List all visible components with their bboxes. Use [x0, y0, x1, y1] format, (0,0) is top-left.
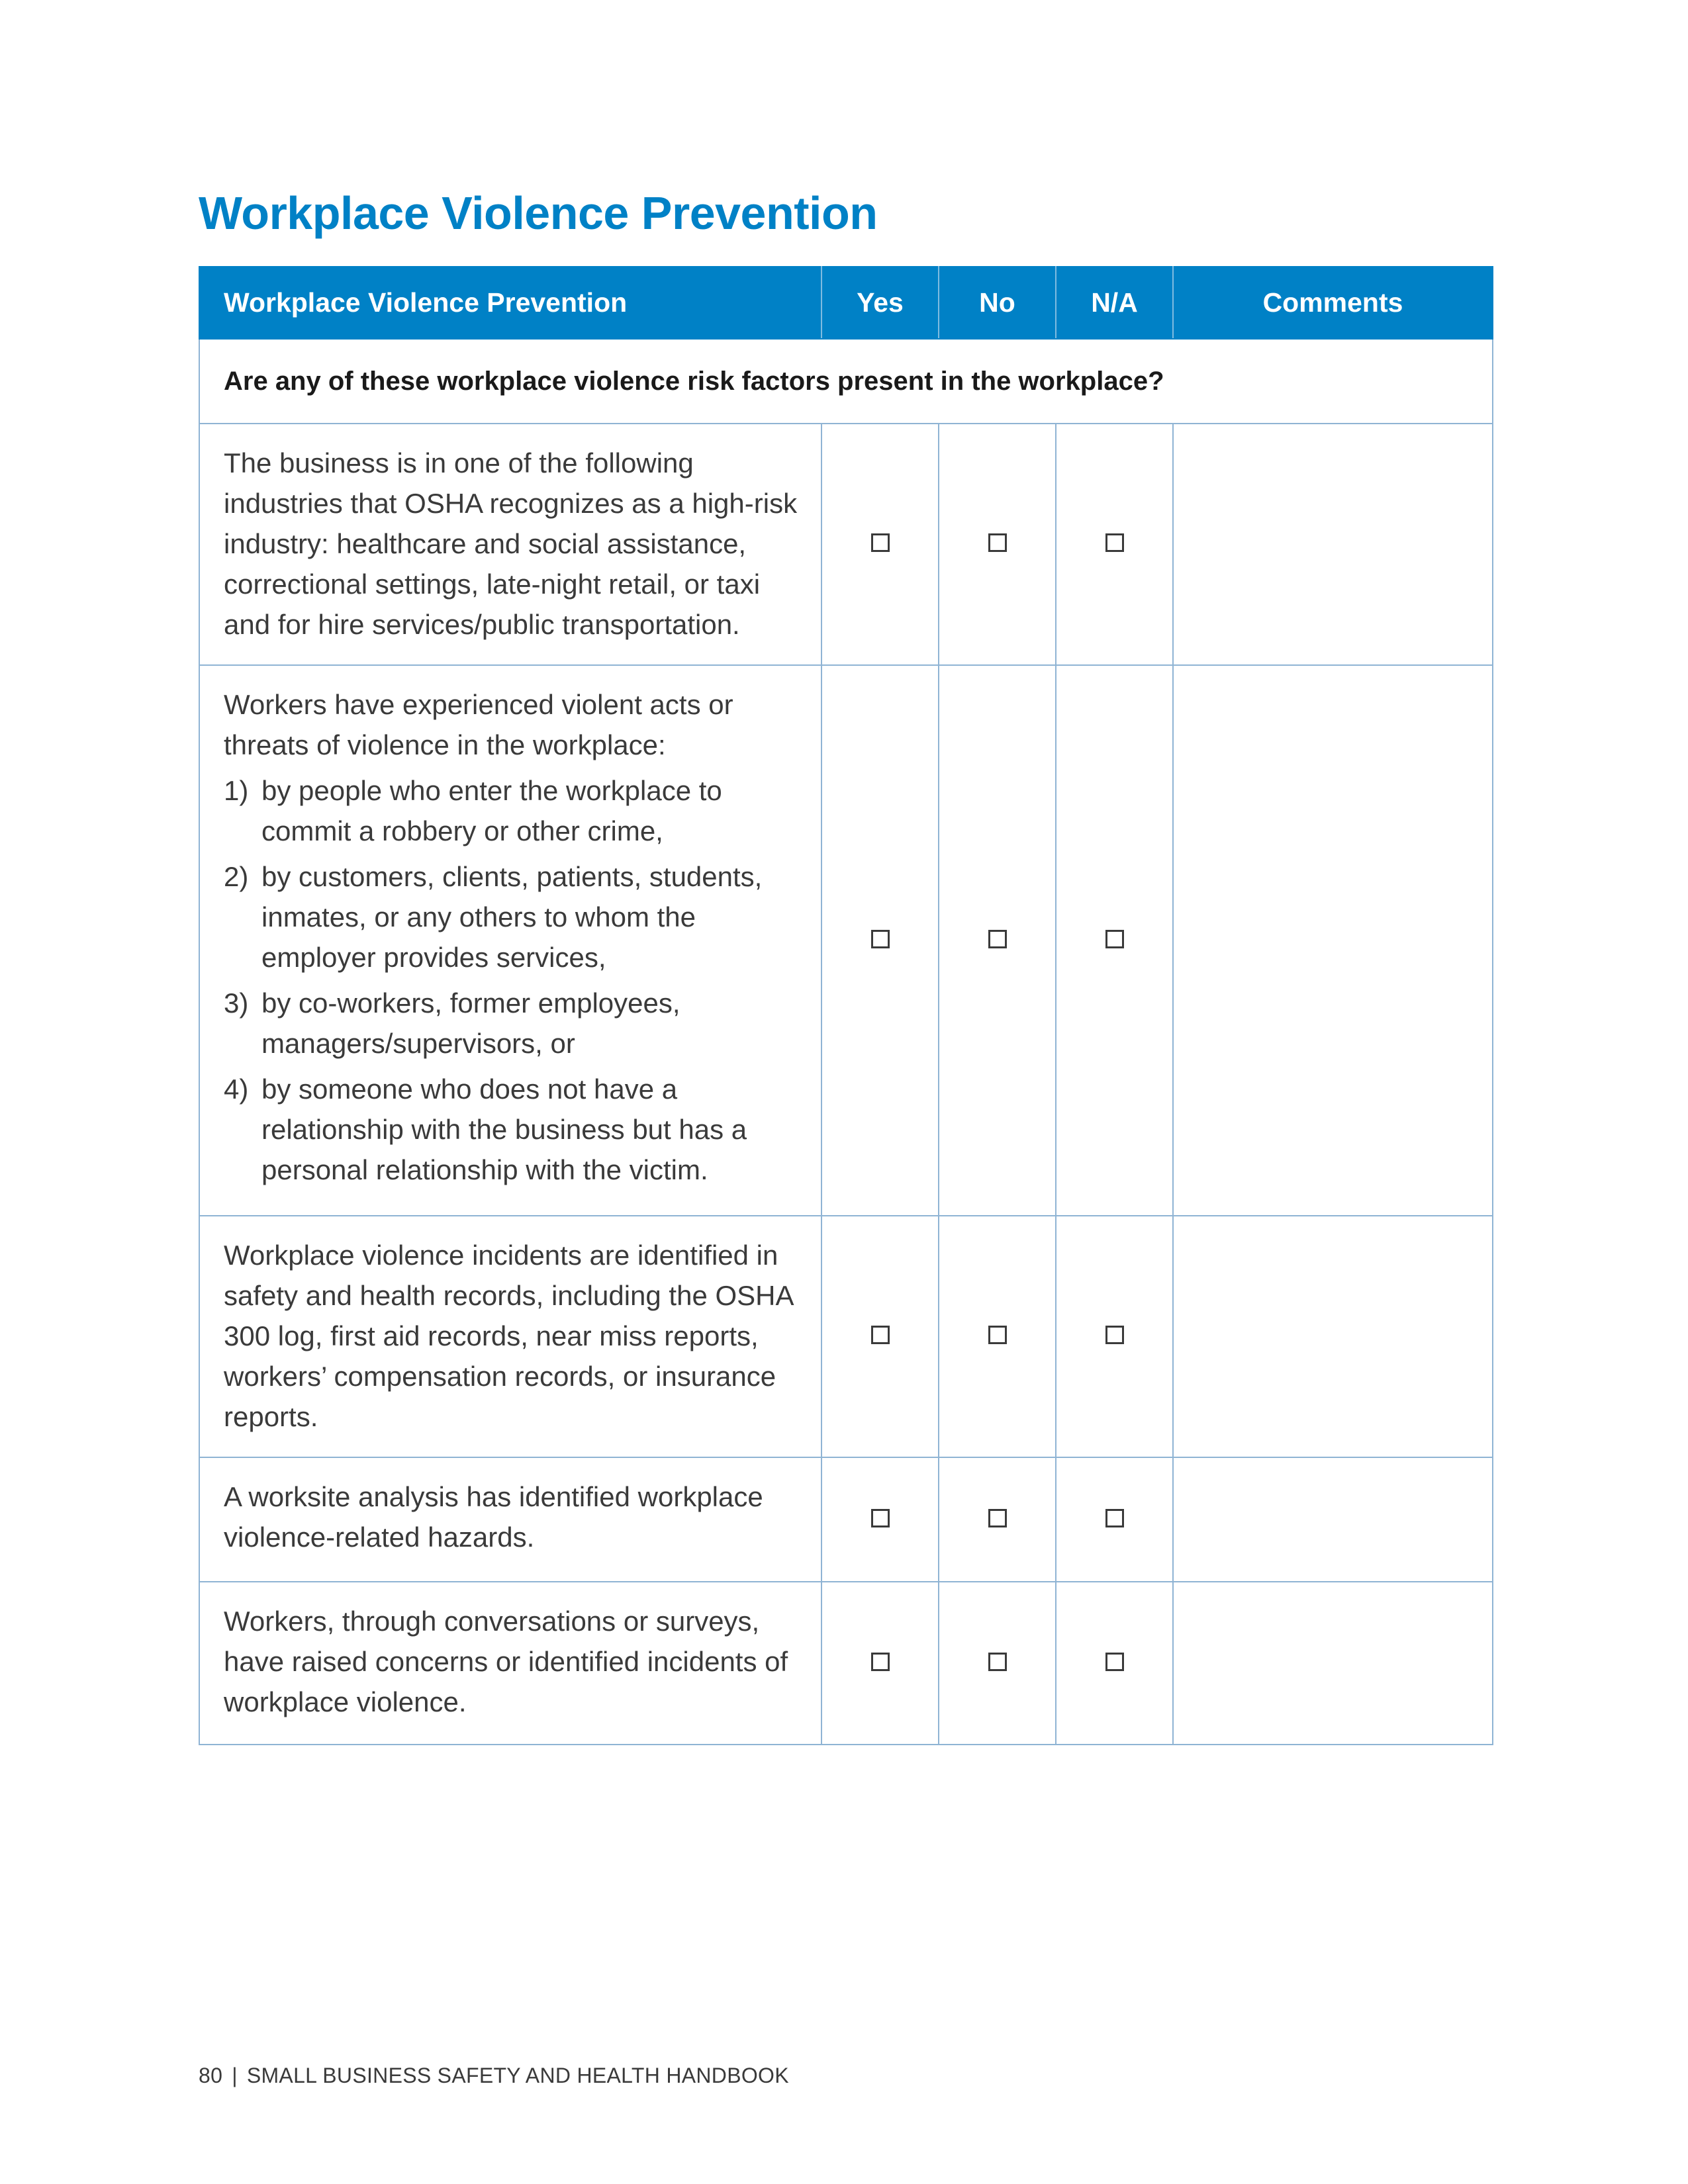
- no-cell: [939, 1457, 1056, 1582]
- subitem-text: by customers, clients, patients, students, inmates, or any others to whom the employer provides services,: [261, 861, 763, 973]
- subitem-number: 2): [224, 861, 249, 892]
- no-cell: [939, 665, 1056, 1216]
- yes-cell: [821, 1582, 939, 1745]
- header-na: N/A: [1056, 267, 1173, 339]
- no-checkbox[interactable]: [988, 930, 1007, 948]
- header-item: Workplace Violence Prevention: [199, 267, 821, 339]
- row-item-text: [199, 665, 821, 1216]
- list-item: [224, 770, 801, 851]
- yes-cell: [821, 1216, 939, 1457]
- table-row: [199, 1582, 1493, 1745]
- header-yes: Yes: [821, 267, 939, 339]
- comments-cell[interactable]: [1173, 424, 1493, 665]
- subitem-number: 3): [224, 987, 249, 1019]
- subitem-list: [224, 770, 801, 1190]
- header-comments: Comments: [1173, 267, 1493, 339]
- na-cell: [1056, 1216, 1173, 1457]
- subitem-text: by co-workers, former employees, managers/supervisors, or: [261, 987, 680, 1059]
- yes-checkbox[interactable]: [871, 930, 890, 948]
- subitem-number: 1): [224, 775, 249, 806]
- yes-cell: [821, 665, 939, 1216]
- section-question-row: [199, 339, 1493, 424]
- comments-cell[interactable]: [1173, 1582, 1493, 1745]
- comments-cell[interactable]: [1173, 665, 1493, 1216]
- comments-cell[interactable]: [1173, 1216, 1493, 1457]
- na-checkbox[interactable]: [1105, 1326, 1124, 1344]
- row-item-text: Workplace violence incidents are identified in safety and health records, including the OSHA 300 log, first aid records, near miss reports, workers’ compensation records, or insurance reports.: [199, 1216, 821, 1457]
- section-question: Are any of these workplace violence risk factors present in the workplace?: [199, 339, 1493, 424]
- yes-checkbox[interactable]: [871, 533, 890, 552]
- yes-checkbox[interactable]: [871, 1653, 890, 1671]
- list-item: [224, 983, 801, 1064]
- na-cell: [1056, 1582, 1173, 1745]
- table-row: [199, 665, 1493, 1216]
- page-footer: [199, 2064, 789, 2088]
- book-title: SMALL BUSINESS SAFETY AND HEALTH HANDBOOK: [246, 2064, 789, 2087]
- na-checkbox[interactable]: [1105, 1509, 1124, 1527]
- na-checkbox[interactable]: [1105, 930, 1124, 948]
- table-row: [199, 1216, 1493, 1457]
- no-checkbox[interactable]: [988, 533, 1007, 552]
- table-header-row: [199, 267, 1493, 339]
- na-cell: [1056, 665, 1173, 1216]
- list-item: [224, 856, 801, 978]
- no-checkbox[interactable]: [988, 1326, 1007, 1344]
- row-item-text: A worksite analysis has identified workplace violence-related hazards.: [199, 1457, 821, 1582]
- no-checkbox[interactable]: [988, 1653, 1007, 1671]
- table-row: [199, 424, 1493, 665]
- na-cell: [1056, 424, 1173, 665]
- page-number: 80: [199, 2064, 223, 2087]
- yes-checkbox[interactable]: [871, 1326, 890, 1344]
- comments-cell[interactable]: [1173, 1457, 1493, 1582]
- page-title: Workplace Violence Prevention: [199, 187, 878, 239]
- no-cell: [939, 424, 1056, 665]
- subitem-text: by people who enter the workplace to commit a robbery or other crime,: [261, 775, 722, 846]
- row-item-text: Workers, through conversations or surveys, have raised concerns or identified incidents of workplace violence.: [199, 1582, 821, 1745]
- row-item-intro: Workers have experienced violent acts or threats of violence in the workplace:: [224, 689, 733, 760]
- row-item-text: The business is in one of the following industries that OSHA recognizes as a high-risk industry: healthcare and social assistance, correctional settings, late-night retail, or taxi and for hire services/public transportation.: [199, 424, 821, 665]
- subitem-text: by someone who does not have a relationship with the business but has a personal relationship with the victim.: [261, 1073, 747, 1185]
- list-item: [224, 1069, 801, 1190]
- yes-cell: [821, 1457, 939, 1582]
- table-row: [199, 1457, 1493, 1582]
- na-checkbox[interactable]: [1105, 1653, 1124, 1671]
- yes-checkbox[interactable]: [871, 1509, 890, 1527]
- no-checkbox[interactable]: [988, 1509, 1007, 1527]
- footer-separator: |: [232, 2064, 238, 2087]
- header-no: No: [939, 267, 1056, 339]
- no-cell: [939, 1582, 1056, 1745]
- checklist-table: [199, 266, 1493, 1745]
- subitem-number: 4): [224, 1073, 249, 1105]
- yes-cell: [821, 424, 939, 665]
- no-cell: [939, 1216, 1056, 1457]
- na-cell: [1056, 1457, 1173, 1582]
- na-checkbox[interactable]: [1105, 533, 1124, 552]
